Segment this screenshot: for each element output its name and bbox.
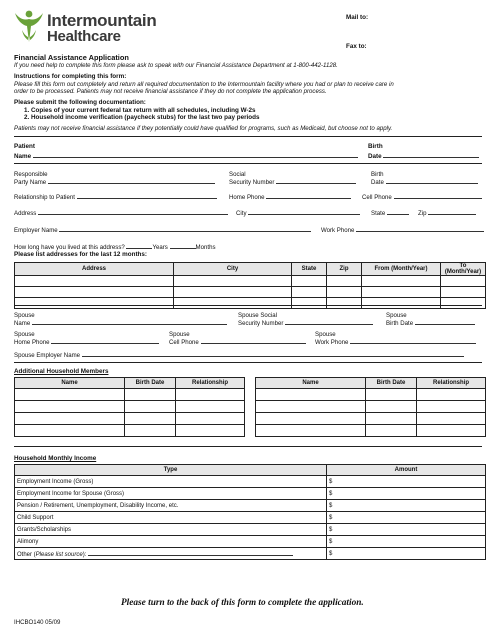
table-cell[interactable] — [327, 298, 362, 309]
social-label: Social — [229, 171, 246, 178]
spouse-work-phone-input[interactable] — [350, 338, 476, 344]
state-input[interactable] — [387, 209, 409, 215]
spouse-birthdate-field[interactable] — [386, 319, 475, 327]
income-type-cell: Pension / Retirement, Unemployment, Disability Income, etc. — [15, 500, 327, 512]
income-table — [14, 464, 486, 560]
table-row[interactable] — [15, 287, 486, 298]
name-label: Name — [14, 320, 31, 327]
relationship-field[interactable] — [14, 193, 217, 201]
patient-name-input[interactable] — [33, 152, 358, 158]
table-cell[interactable] — [15, 298, 174, 309]
how-long-field[interactable] — [14, 243, 216, 251]
spouse-label: Spouse — [14, 331, 35, 338]
help-text: If you need help to complete this form please ask to speak with our Financial Assistance Department at 1-800-442-1128. — [14, 62, 338, 69]
income-type-cell: Child Support — [15, 512, 327, 524]
other-source-input[interactable] — [88, 550, 293, 556]
spouse-label: Spouse — [169, 331, 190, 338]
spouse-employer-label: Spouse Employer Name — [14, 352, 81, 359]
column-header: Type — [15, 465, 327, 476]
employer-name-field[interactable] — [14, 226, 311, 234]
state-label: State — [371, 210, 386, 217]
fax-to-label: Fax to: — [346, 43, 367, 50]
column-header: Amount — [327, 465, 486, 476]
table-header-row — [15, 378, 245, 389]
cell-phone-field[interactable] — [362, 193, 482, 201]
home-phone-label: Home Phone — [14, 339, 50, 346]
table-cell[interactable] — [417, 413, 486, 425]
date-label: Date — [368, 153, 382, 160]
amount-cell[interactable]: $ — [327, 500, 486, 512]
column-header: Birth Date — [125, 378, 176, 389]
org-name-line2: Healthcare — [47, 28, 121, 45]
table-cell[interactable] — [15, 401, 125, 413]
table-cell[interactable] — [15, 389, 125, 401]
table-header-row — [15, 465, 486, 476]
city-input[interactable] — [248, 209, 360, 215]
patient-label: Patient — [14, 143, 35, 150]
instructions-line1: Please fill this form out completely and return all required documentation to the Intermountain facility where you had or plan to receive care in — [14, 81, 394, 88]
table-row[interactable] — [15, 524, 486, 536]
table-cell[interactable] — [417, 425, 486, 437]
table-cell[interactable] — [366, 401, 417, 413]
income-type-cell: Employment Income (Gross) — [15, 476, 327, 488]
divider — [14, 136, 482, 137]
income-type-cell: Employment Income for Spouse (Gross) — [15, 488, 327, 500]
table-cell[interactable] — [327, 276, 362, 287]
spouse-label: Spouse — [315, 331, 336, 338]
spouse-social-label: Spouse Social — [238, 312, 277, 319]
table-cell[interactable] — [15, 287, 174, 298]
table-cell[interactable] — [174, 287, 292, 298]
form-title: Financial Assistance Application — [14, 53, 129, 62]
form-code: IHCBO140 05/09 — [14, 619, 61, 626]
table-cell[interactable] — [292, 298, 327, 309]
cell-phone-label: Cell Phone — [169, 339, 199, 346]
table-cell[interactable] — [256, 389, 366, 401]
divider — [14, 305, 482, 306]
patient-birthdate-input[interactable] — [383, 152, 479, 158]
turn-over-notice: Please turn to the back of this form to complete the application. — [121, 598, 364, 608]
security-number-label: Security Number — [238, 320, 284, 327]
income-type-cell: Grants/Scholarships — [15, 524, 327, 536]
patient-name-field[interactable] — [14, 152, 358, 160]
spouse-cell-phone-input[interactable] — [201, 338, 306, 344]
table-row[interactable] — [15, 512, 486, 524]
table-row[interactable] — [15, 476, 486, 488]
instructions-heading: Instructions for completing this form: — [14, 73, 127, 80]
spouse-ssn-input[interactable] — [285, 319, 373, 325]
table-cell[interactable] — [362, 276, 441, 287]
work-phone-field[interactable] — [321, 226, 484, 234]
amount-cell[interactable]: $ — [327, 476, 486, 488]
spouse-name-input[interactable] — [32, 319, 227, 325]
years-label: Years — [152, 244, 168, 251]
income-heading: Household Monthly Income — [14, 455, 97, 462]
spouse-employer-input[interactable] — [82, 351, 464, 357]
employer-name-input[interactable] — [59, 226, 311, 232]
table-cell[interactable] — [366, 389, 417, 401]
table-cell[interactable] — [174, 276, 292, 287]
divider — [14, 163, 482, 164]
home-phone-field[interactable] — [229, 193, 351, 201]
table-row[interactable] — [15, 536, 486, 548]
instructions-line2: order to be processed. Patients may not receive financial assistance if they do not complete the application process. — [14, 88, 327, 95]
mail-to-label: Mail to: — [346, 14, 369, 21]
warning-text: Patients may not receive financial assistance if they potentially could have qualified for programs, such as Medicaid, but choose not to apply. — [14, 125, 393, 132]
table-cell[interactable] — [366, 425, 417, 437]
column-header: Zip — [327, 263, 362, 276]
column-header: Relationship — [176, 378, 245, 389]
other-suffix: ): — [82, 551, 87, 558]
address-field[interactable] — [14, 209, 228, 217]
address-input[interactable] — [38, 209, 228, 215]
household-members-table-right — [255, 377, 486, 437]
table-cell[interactable] — [125, 389, 176, 401]
doc-item-2: 2. Household income verification (paycheck stubs) for the last two pay periods — [24, 114, 260, 121]
cell-phone-label: Cell Phone — [362, 194, 392, 201]
table-cell[interactable] — [256, 401, 366, 413]
party-name-input[interactable] — [48, 178, 215, 184]
column-header: Relationship — [417, 378, 486, 389]
address-history-table — [14, 262, 486, 309]
relationship-input[interactable] — [77, 193, 217, 199]
table-cell[interactable] — [176, 425, 245, 437]
city-label: City — [236, 210, 247, 217]
column-header: Name — [15, 378, 125, 389]
table-cell[interactable] — [362, 298, 441, 309]
cell-phone-input[interactable] — [394, 193, 482, 199]
spouse-work-phone-field[interactable] — [315, 338, 476, 346]
table-row[interactable] — [256, 413, 486, 425]
table-row[interactable] — [256, 401, 486, 413]
table-cell[interactable] — [327, 287, 362, 298]
table-row[interactable] — [15, 413, 245, 425]
table-cell[interactable] — [15, 425, 125, 437]
column-header: Name — [256, 378, 366, 389]
months-input[interactable] — [170, 243, 196, 249]
birth-date-label: Birth Date — [386, 320, 414, 327]
table-cell[interactable] — [125, 413, 176, 425]
how-long-label: How long have you lived at this address? — [14, 244, 125, 251]
table-row[interactable] — [256, 425, 486, 437]
party-birthdate-field[interactable] — [371, 178, 478, 186]
party-ssn-field[interactable] — [229, 178, 356, 186]
table-cell[interactable] — [292, 276, 327, 287]
table-header-row — [256, 378, 486, 389]
spouse-label: Spouse — [386, 312, 407, 319]
divider — [14, 362, 482, 363]
org-name-line1: Intermountain — [47, 11, 157, 30]
table-cell[interactable] — [176, 413, 245, 425]
table-cell[interactable] — [417, 389, 486, 401]
spouse-birthdate-input[interactable] — [415, 319, 475, 325]
doc-item-1: 1. Copies of your current federal tax return with all schedules, including W-2s — [24, 107, 256, 114]
column-header: To (Month/Year) — [441, 263, 486, 276]
other-source-label: Please list source — [35, 551, 83, 558]
table-row[interactable] — [256, 389, 486, 401]
zip-label: Zip — [418, 210, 427, 217]
zip-input[interactable] — [428, 209, 476, 215]
work-phone-label: Work Phone — [315, 339, 349, 346]
table-header-row — [15, 263, 486, 276]
amount-cell[interactable]: $ — [327, 548, 486, 560]
intermountain-logo-icon — [14, 10, 44, 44]
table-cell[interactable] — [256, 413, 366, 425]
spouse-cell-phone-field[interactable] — [169, 338, 306, 346]
logo — [14, 8, 174, 48]
table-cell[interactable] — [176, 389, 245, 401]
zip-field[interactable] — [418, 209, 476, 217]
birth-label: Birth — [368, 143, 383, 150]
household-members-table-left — [14, 377, 245, 437]
spouse-label: Spouse — [14, 312, 35, 319]
home-phone-input[interactable] — [266, 193, 351, 199]
divider — [14, 446, 482, 447]
name-label: Name — [14, 153, 32, 160]
table-cell[interactable] — [174, 298, 292, 309]
spouse-home-phone-input[interactable] — [51, 338, 159, 344]
column-header: From (Month/Year) — [362, 263, 441, 276]
table-cell[interactable] — [292, 287, 327, 298]
table-row[interactable] — [15, 298, 486, 309]
table-row[interactable] — [15, 389, 245, 401]
city-field[interactable] — [236, 209, 360, 217]
table-cell[interactable] — [441, 287, 486, 298]
party-birthdate-input[interactable] — [386, 178, 478, 184]
household-heading: Additional Household Members — [14, 368, 109, 375]
income-type-cell: Alimony — [15, 536, 327, 548]
party-name-label: Party Name — [14, 179, 47, 186]
spouse-home-phone-field[interactable] — [14, 338, 159, 346]
table-cell[interactable] — [176, 401, 245, 413]
state-field[interactable] — [371, 209, 409, 217]
table-cell[interactable] — [441, 298, 486, 309]
months-label: Months — [195, 244, 216, 251]
amount-cell[interactable]: $ — [327, 512, 486, 524]
amount-cell[interactable]: $ — [327, 488, 486, 500]
table-row[interactable] — [15, 548, 486, 560]
table-cell[interactable] — [15, 413, 125, 425]
table-cell[interactable] — [256, 425, 366, 437]
birth-label: Birth — [371, 171, 384, 178]
submit-heading: Please submit the following documentation: — [14, 99, 146, 106]
amount-cell[interactable]: $ — [327, 524, 486, 536]
relationship-label: Relationship to Patient — [14, 194, 75, 201]
other-prefix: Other ( — [17, 551, 36, 558]
patient-birthdate-field[interactable] — [368, 152, 479, 160]
work-phone-label: Work Phone — [321, 227, 355, 234]
years-input[interactable] — [126, 243, 152, 249]
spouse-employer-field[interactable] — [14, 351, 464, 359]
addresses-heading: Please list addresses for the last 12 months: — [14, 251, 147, 258]
home-phone-label: Home Phone — [229, 194, 265, 201]
spouse-ssn-field[interactable] — [238, 319, 373, 327]
security-number-label: Security Number — [229, 179, 275, 186]
spouse-name-field[interactable] — [14, 319, 227, 327]
column-header: City — [174, 263, 292, 276]
table-cell[interactable] — [125, 425, 176, 437]
address-label: Address — [14, 210, 37, 217]
table-row[interactable] — [15, 500, 486, 512]
responsible-label: Responsible — [14, 171, 48, 178]
column-header: Birth Date — [366, 378, 417, 389]
work-phone-input[interactable] — [356, 226, 484, 232]
party-name-field[interactable] — [14, 178, 215, 186]
date-label: Date — [371, 179, 384, 186]
table-row[interactable] — [15, 401, 245, 413]
table-cell[interactable] — [125, 401, 176, 413]
table-cell[interactable] — [15, 276, 174, 287]
column-header: State — [292, 263, 327, 276]
table-cell[interactable] — [441, 276, 486, 287]
table-row[interactable] — [15, 425, 245, 437]
income-type-other-cell[interactable] — [15, 548, 327, 560]
table-cell[interactable] — [417, 401, 486, 413]
table-cell[interactable] — [366, 413, 417, 425]
party-ssn-input[interactable] — [276, 178, 356, 184]
column-header: Address — [15, 263, 174, 276]
table-row[interactable] — [15, 488, 486, 500]
employer-name-label: Employer Name — [14, 227, 58, 234]
amount-cell[interactable]: $ — [327, 536, 486, 548]
table-row[interactable] — [15, 276, 486, 287]
table-cell[interactable] — [362, 287, 441, 298]
